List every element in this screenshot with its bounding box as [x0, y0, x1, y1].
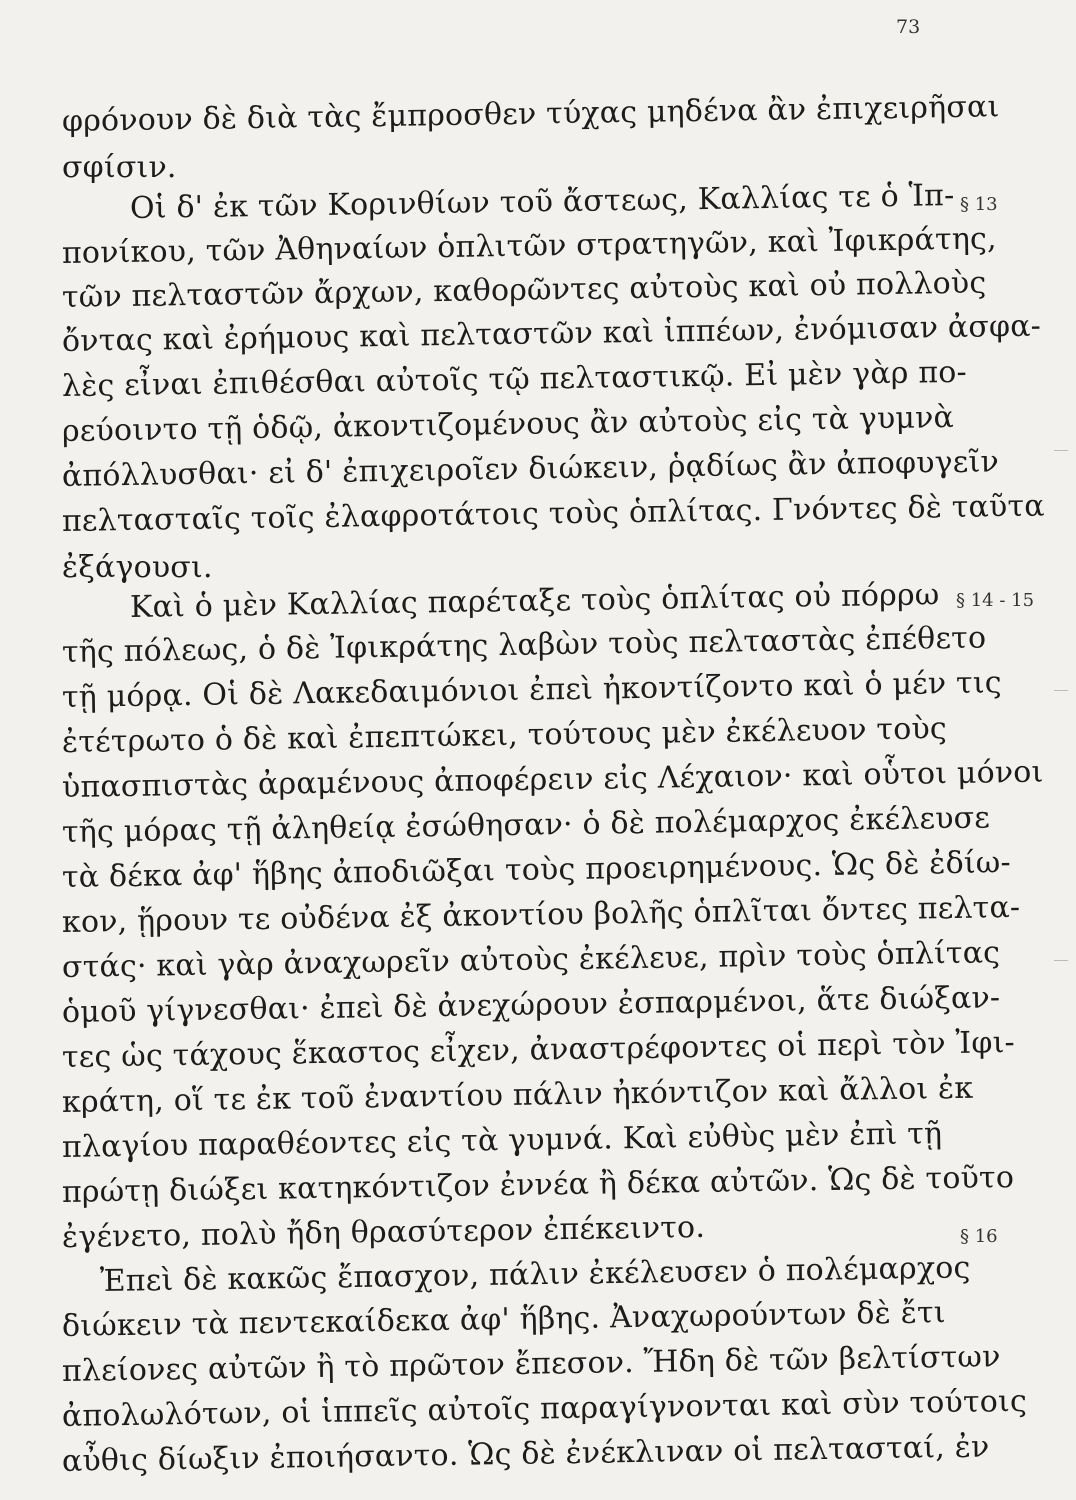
text-line: τὰ δέκα ἀφ' ἥβης ἀποδιῶξαι τοὺς προειρημένους. Ὡς δὲ ἐδίω-	[61, 845, 1012, 895]
text-line: ὑπασπιστὰς ἀραμένους ἀποφέρειν εἰς Λέχαιον· καὶ οὗτοι μόνοι	[61, 754, 1044, 805]
text-line: Ἐπεὶ δὲ κακῶς ἔπασχον, πάλιν ἐκέλευσεν ὁ πολέμαρχος	[99, 1250, 971, 1299]
section-marker: § 13	[960, 194, 998, 215]
bleed-through-mark	[1054, 690, 1068, 691]
text-line: αὖθις δίωξιν ἐποιήσαντο. Ὡς δὲ ἐνέκλιναν οἱ πελτασταί, ἐν	[61, 1429, 990, 1479]
bleed-through-mark	[1054, 450, 1068, 451]
text-line: τες ὡς τάχους ἕκαστος εἶχεν, ἀναστρέφοντες οἱ περὶ τὸν Ἰφι-	[61, 1025, 1016, 1075]
text-line: πελτασταῖς τοῖς ἐλαφροτάτοις τοὺς ὁπλίτας. Γνόντες δὲ ταῦτα	[61, 488, 1045, 539]
bleed-through-mark	[1054, 960, 1068, 961]
text-line: κον, ᾕρουν τε οὐδένα ἐξ ἀκοντίου βολῆς ὁπλῖται ὄντες πελτα-	[61, 889, 1021, 940]
text-line: ρεύοιντο τῇ ὁδῷ, ἀκοντιζομένους ἂν αὐτοὺς εἰς τὰ γυμνὰ	[61, 399, 955, 449]
text-line: σφίσιν.	[62, 150, 177, 185]
text-line: ἐτέτρωτο ὁ δὲ καὶ ἐπεπτώκει, τούτους μὲν ἐκέλευον τοὺς	[61, 711, 948, 760]
text-line: πρώτῃ διώξει κατηκόντιζον ἐννέα ἢ δέκα αὐτῶν. Ὡς δὲ τοῦτο	[61, 1160, 1015, 1210]
text-line: στάς· καὶ γὰρ ἀναχωρεῖν αὐτοὺς ἐκέλευε, πρὶν τοὺς ὁπλίτας	[61, 935, 1001, 985]
text-line: Οἱ δ' ἐκ τῶν Κορινθίων τοῦ ἄστεως, Καλλίας τε ὁ Ἱπ-	[129, 178, 955, 226]
text-line: τῆς μόρας τῇ ἀληθείᾳ ἐσώθησαν· ὁ δὲ πολέμαρχος ἐκέλευσε	[61, 800, 991, 850]
text-line: ἀπολωλότων, οἱ ἱππεῖς αὐτοῖς παραγίγνονται καὶ σὺν τούτοις	[61, 1383, 1028, 1434]
text-line: ὁμοῦ γίγνεσθαι· ἐπεὶ δὲ ἀνεχώρουν ἐσπαρμένοι, ἅτε διώξαν-	[61, 980, 1001, 1030]
text-line: ἐξάγουσι.	[62, 550, 213, 585]
section-marker: § 16	[960, 1226, 998, 1247]
text-line: τῶν πελταστῶν ἄρχων, καθορῶντες αὐτοὺς καὶ οὐ πολλοὺς	[61, 265, 987, 315]
text-line: φρόνουν δὲ διὰ τὰς ἔμπροσθεν τύχας μηδένα ἂν ἐπιχειρῆσαι	[61, 89, 1000, 139]
section-marker: § 14 - 15	[956, 590, 1035, 611]
text-line: τῆς πόλεως, ὁ δὲ Ἰφικράτης λαβὼν τοὺς πελταστὰς ἐπέθετο	[61, 620, 987, 670]
text-line: κράτη, οἵ τε ἐκ τοῦ ἐναντίου πάλιν ἠκόντιζον καὶ ἄλλοι ἐκ	[61, 1070, 974, 1120]
text-line: ἐγένετο, πολὺ ἤδη θρασύτερον ἐπέκειντο.	[61, 1209, 706, 1255]
text-line: τῇ μόρᾳ. Οἱ δὲ Λακεδαιμόνιοι ἐπεὶ ἠκοντίζοντο καὶ ὁ μέν τις	[61, 665, 1003, 715]
text-line: λὲς εἶναι ἐπιθέσθαι αὐτοῖς τῷ πελταστικῷ. Εἰ μὲν γὰρ πο-	[61, 354, 968, 404]
text-line: πλαγίου παραθέοντες εἰς τὰ γυμνά. Καὶ εὐθὺς μὲν ἐπὶ τῇ	[61, 1116, 943, 1165]
text-line: πλείονες αὐτῶν ἢ τὸ πρῶτον ἔπεσον. Ἤδη δὲ τῶν βελτίστων	[61, 1339, 1001, 1389]
text-line: διώκειν τὰ πεντεκαίδεκα ἀφ' ἥβης. Ἀναχωρούντων δὲ ἔτι	[61, 1295, 947, 1344]
page-number: 73	[896, 16, 921, 38]
text-line: ἀπόλλυσθαι· εἰ δ' ἐπιχειροῖεν διώκειν, ῥᾳδίως ἂν ἀποφυγεῖν	[61, 444, 1000, 494]
text-line: Καὶ ὁ μὲν Καλλίας παρέταξε τοὺς ὁπλίτας οὐ πόρρω	[129, 577, 940, 625]
text-line: ὄντας καὶ ἐρήμους καὶ πελταστῶν καὶ ἱππέων, ἐνόμισαν ἀσφα-	[61, 308, 1042, 359]
text-line: πονίκου, τῶν Ἀθηναίων ὁπλιτῶν στρατηγῶν, καὶ Ἰφικράτης,	[61, 221, 997, 271]
